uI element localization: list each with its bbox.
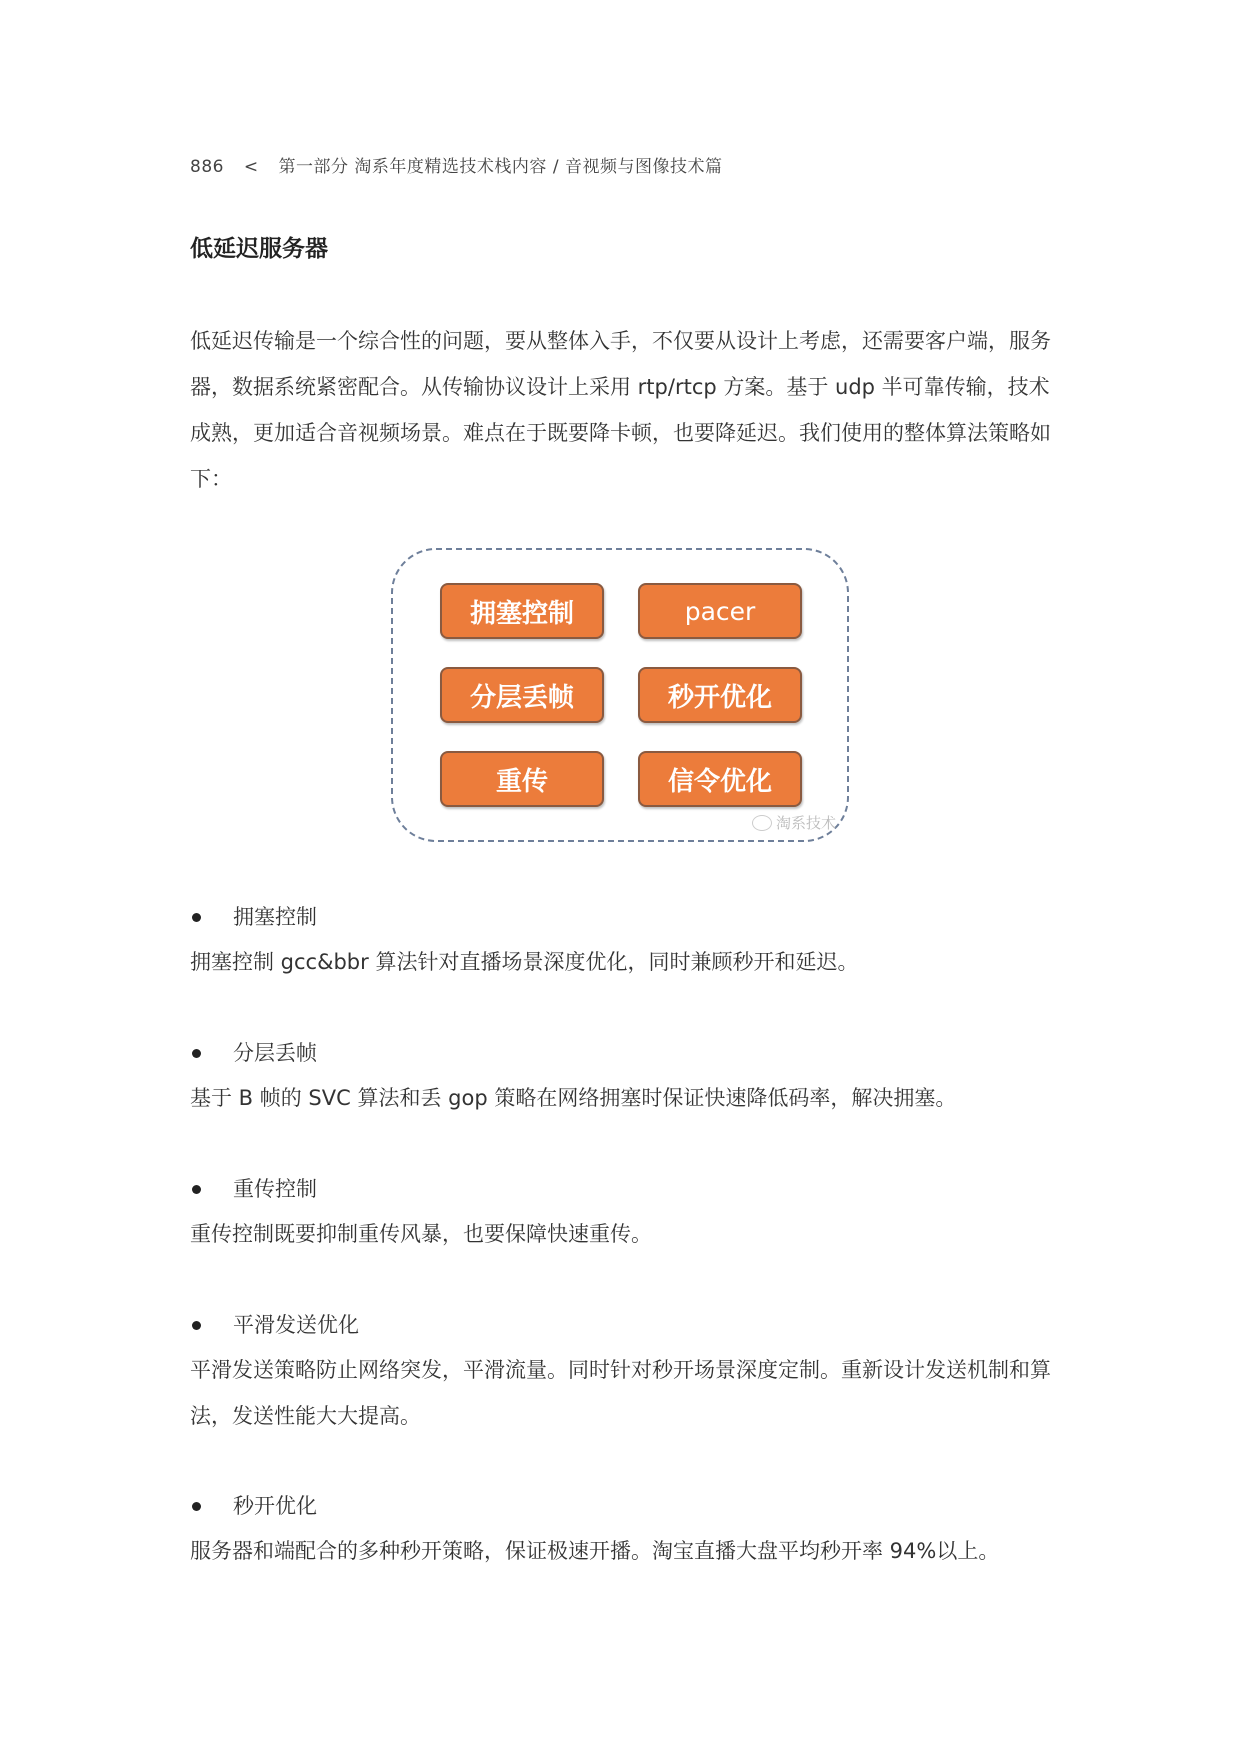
list-item	[190, 1484, 1070, 1574]
box-retransmission: 重传	[440, 751, 604, 807]
watermark-text: 淘系技术	[775, 814, 836, 832]
list-item	[190, 1031, 1070, 1121]
intro-paragraph: 低延迟传输是一个综合性的问题，要从整体入手，不仅要从设计上考虑，还需要客户端，服务器，数据系统紧密配合。从传输协议设计上采用 rtp/rtcp 方案。基于 udp 半可靠传输，技术成熟，更加适合音视频场景。难点在于既要降卡顿，也要降延迟。我们使用的整体算法策略如下：	[190, 329, 1051, 491]
bullet-icon	[192, 1321, 201, 1330]
item-description: 基于 B 帧的 SVC 算法和丢 gop 策略在网络拥塞时保证快速降低码率，解决拥塞。	[190, 1086, 957, 1110]
box-layered-frame-drop: 分层丢帧	[440, 667, 604, 723]
item-description: 拥塞控制 gcc&bbr 算法针对直播场景深度优化，同时兼顾秒开和延迟。	[190, 950, 859, 974]
item-title: 分层丢帧	[233, 1041, 317, 1065]
item-title: 平滑发送优化	[233, 1313, 359, 1337]
bullet-icon	[192, 1502, 201, 1511]
bullet-icon	[192, 1185, 201, 1194]
page-header	[190, 152, 736, 177]
list-item	[190, 895, 1070, 985]
item-description: 平滑发送策略防止网络突发，平滑流量。同时针对秒开场景深度定制。重新设计发送机制和算法，发送性能大大提高。	[190, 1358, 1051, 1428]
bullet-icon	[192, 1049, 201, 1058]
page-number: 886	[190, 157, 224, 177]
bullet-icon	[192, 913, 201, 922]
watermark	[752, 812, 836, 833]
box-signaling-optimization: 信令优化	[638, 751, 802, 807]
breadcrumb: 第一部分 淘系年度精选技术栈内容 / 音视频与图像技术篇	[278, 157, 723, 177]
section-title: 低延迟服务器	[190, 236, 328, 262]
list-item	[190, 1303, 1070, 1439]
item-description: 重传控制既要抑制重传风暴，也要保障快速重传。	[190, 1222, 652, 1246]
wechat-icon	[752, 815, 772, 831]
item-description: 服务器和端配合的多种秒开策略，保证极速开播。淘宝直播大盘平均秒开率 94%以上。	[190, 1539, 1000, 1563]
strategy-diagram	[390, 547, 850, 843]
item-title: 重传控制	[233, 1177, 317, 1201]
item-title: 秒开优化	[233, 1494, 317, 1518]
list-item	[190, 1167, 1070, 1257]
box-fast-start: 秒开优化	[638, 667, 802, 723]
box-congestion-control: 拥塞控制	[440, 583, 604, 639]
chevron-left-icon: <	[243, 157, 259, 177]
item-title: 拥塞控制	[233, 905, 317, 929]
box-pacer: pacer	[638, 583, 802, 639]
